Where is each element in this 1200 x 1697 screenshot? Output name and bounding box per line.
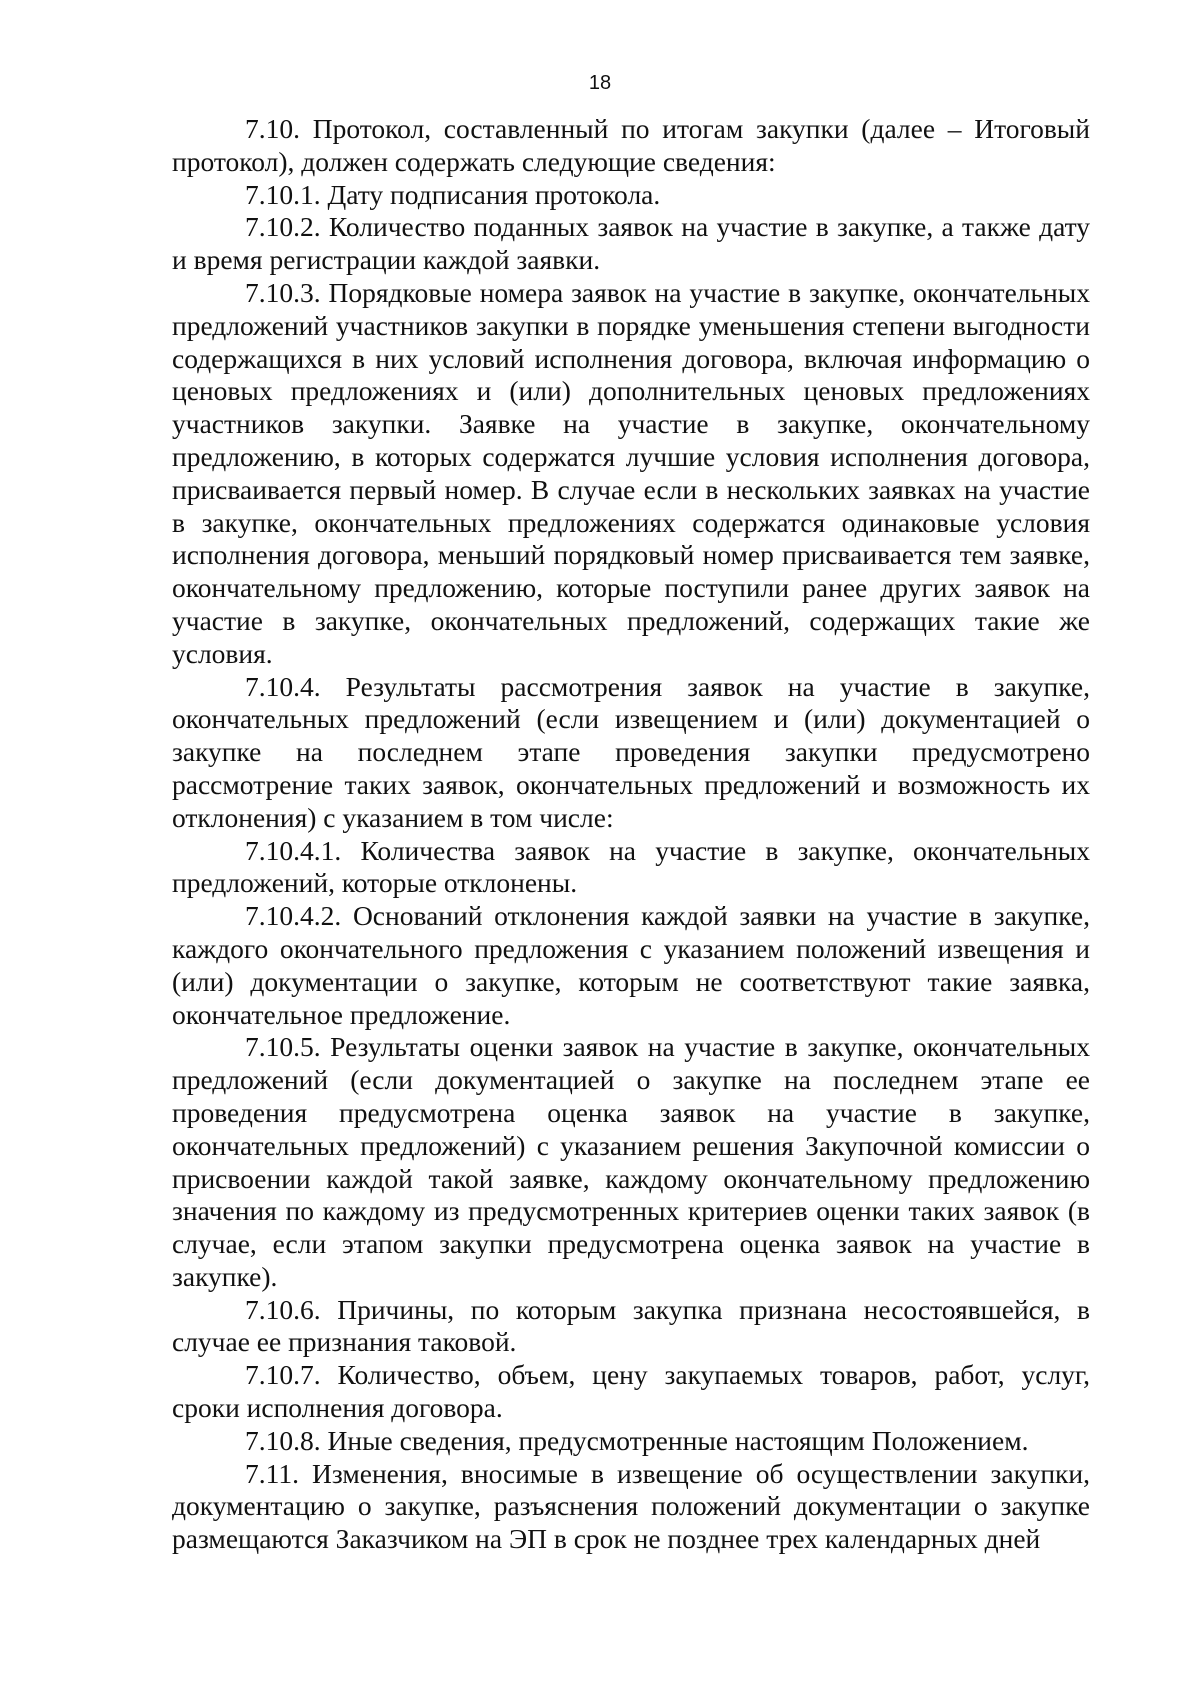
paragraph-7-11: 7.11. Изменения, вносимые в извещение об осуществлении закупки, документацию о закупке, разъяснения положений документации о закупке размещаются Заказчиком на ЭП в срок не позднее трех календарных дней [172, 1457, 1090, 1555]
paragraph-7-10-4-1: 7.10.4.1. Количества заявок на участие в закупке, окончательных предложений, которые отклонены. [172, 834, 1090, 899]
page-number: 18 [588, 72, 612, 94]
paragraph-7-10-4-2: 7.10.4.2. Оснований отклонения каждой заявки на участие в закупке, каждого окончательного предложения с указанием положений извещения и (или) документации о закупке, которым не соответствуют такие заявка, окончательное предложение. [172, 900, 1090, 1030]
document-body [172, 113, 1090, 1556]
paragraph-7-10-4: 7.10.4. Результаты рассмотрения заявок на участие в закупке, окончательных предложений (если извещением и (или) документацией о закупке на последнем этапе проведения закупки предусмотрено рассмотрение таких заявок, окончательных предложений и возможность их отклонения) с указанием в том числе: [172, 670, 1090, 833]
paragraph-7-10: 7.10. Протокол, составленный по итогам закупки (далее – Итоговый протокол), должен содержать следующие сведения: [172, 113, 1090, 177]
paragraph-7-10-5: 7.10.5. Результаты оценки заявок на участие в закупке, окончательных предложений (если документацией о закупке на последнем этапе ее проведения предусмотрена оценка заявок на участие в закупке, окончательных предложений) с указанием решения Закупочной комиссии о присвоении каждой такой заявке, каждому окончательному предложению значения по каждому из предусмотренных критериев оценки таких заявок (в случае, если этапом закупки предусмотрена оценка заявок на участие в закупке). [172, 1031, 1090, 1292]
paragraph-7-10-3: 7.10.3. Порядковые номера заявок на участие в закупке, окончательных предложений участников закупки в порядке уменьшения степени выгодности содержащихся в них условий исполнения договора, включая информацию о ценовых предложениях и (или) дополнительных ценовых предложениях участников закупки. Заявке на участие в закупке, окончательному предложению, в которых содержатся лучшие условия исполнения договора, присваивается первый номер. В случае если в нескольких заявках на участие в закупке, окончательных предложениях содержатся одинаковые условия исполнения договора, меньший порядковый номер присваивается тем заявке, окончательному предложению, которые поступили ранее других заявок на участие в закупке, окончательных предложений, содержащих такие же условия. [172, 276, 1090, 669]
paragraph-7-10-1: 7.10.1. Дату подписания протокола. [245, 178, 661, 210]
paragraph-7-10-2: 7.10.2. Количество поданных заявок на участие в закупке, а также дату и время регистрации каждой заявки. [172, 211, 1090, 276]
paragraph-7-10-7: 7.10.7. Количество, объем, цену закупаемых товаров, работ, услуг, сроки исполнения договора. [172, 1359, 1090, 1424]
paragraph-7-10-8: 7.10.8. Иные сведения, предусмотренные настоящим Положением. [245, 1424, 1029, 1456]
paragraph-7-10-6: 7.10.6. Причины, по которым закупка признана несостоявшейся, в случае ее признания таковой. [172, 1293, 1090, 1358]
